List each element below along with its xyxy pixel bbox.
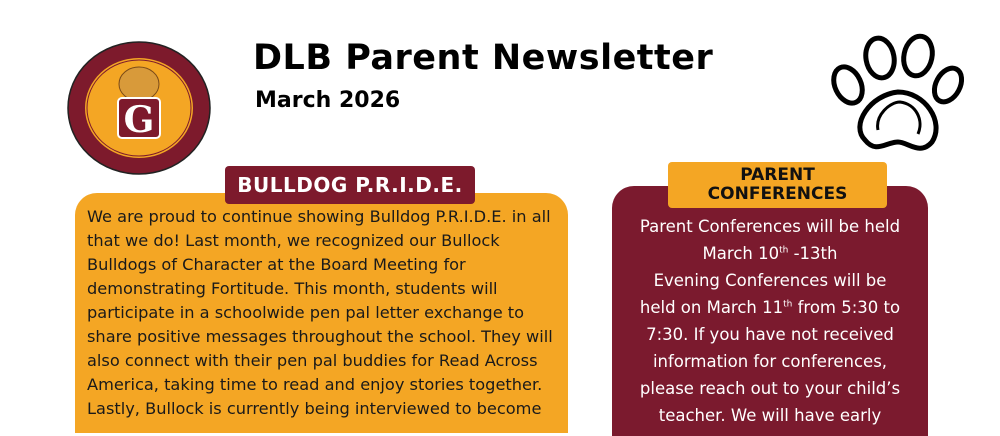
pride-section bbox=[75, 193, 568, 433]
conf-line: Evening Conferences will be bbox=[653, 271, 887, 290]
pride-text-line: demonstrating Fortitude. This month, students will bbox=[87, 279, 498, 298]
conf-line: teacher. We will have early bbox=[658, 406, 882, 425]
heading-line: CONFERENCES bbox=[707, 184, 848, 204]
svg-text:G: G bbox=[123, 99, 155, 141]
conferences-heading bbox=[668, 162, 887, 208]
conf-line: held on March 11th from 5:30 to bbox=[639, 298, 901, 317]
conf-line: Parent Conferences will be held bbox=[639, 217, 901, 236]
pride-text-line: America, taking time to read and enjoy stories together. bbox=[87, 375, 543, 394]
conf-line: 7:30. If you have not received bbox=[646, 325, 894, 344]
conf-line: please reach out to your child’s bbox=[639, 379, 901, 398]
newsletter-date: March 2026 bbox=[255, 88, 401, 113]
newsletter-title: DLB Parent Newsletter bbox=[253, 38, 714, 78]
pride-text-line: participate in a schoolwide pen pal letter exchange to bbox=[87, 303, 525, 322]
conf-line: information for conferences, bbox=[652, 352, 888, 371]
conferences-section bbox=[612, 186, 928, 436]
conf-line: March 10th -13th bbox=[702, 244, 838, 263]
pride-text-line: Bulldogs of Character at the Board Meeting for bbox=[87, 255, 466, 274]
pride-text-line: Lastly, Bullock is currently being interviewed to become bbox=[87, 399, 542, 418]
pride-heading: BULLDOG P.R.I.D.E. bbox=[225, 166, 475, 204]
paw-print-icon bbox=[820, 30, 970, 165]
pride-text-line: share positive messages throughout the school. They will bbox=[87, 327, 553, 346]
pride-text-line: also connect with their pen pal buddies for Read Across bbox=[87, 351, 538, 370]
heading-line: PARENT bbox=[740, 165, 815, 185]
pride-text-line: that we do! Last month, we recognized our Bullock bbox=[87, 231, 500, 250]
school-logo bbox=[66, 40, 212, 176]
pride-text-line: We are proud to continue showing Bulldog P.R.I.D.E. in all bbox=[87, 207, 551, 226]
